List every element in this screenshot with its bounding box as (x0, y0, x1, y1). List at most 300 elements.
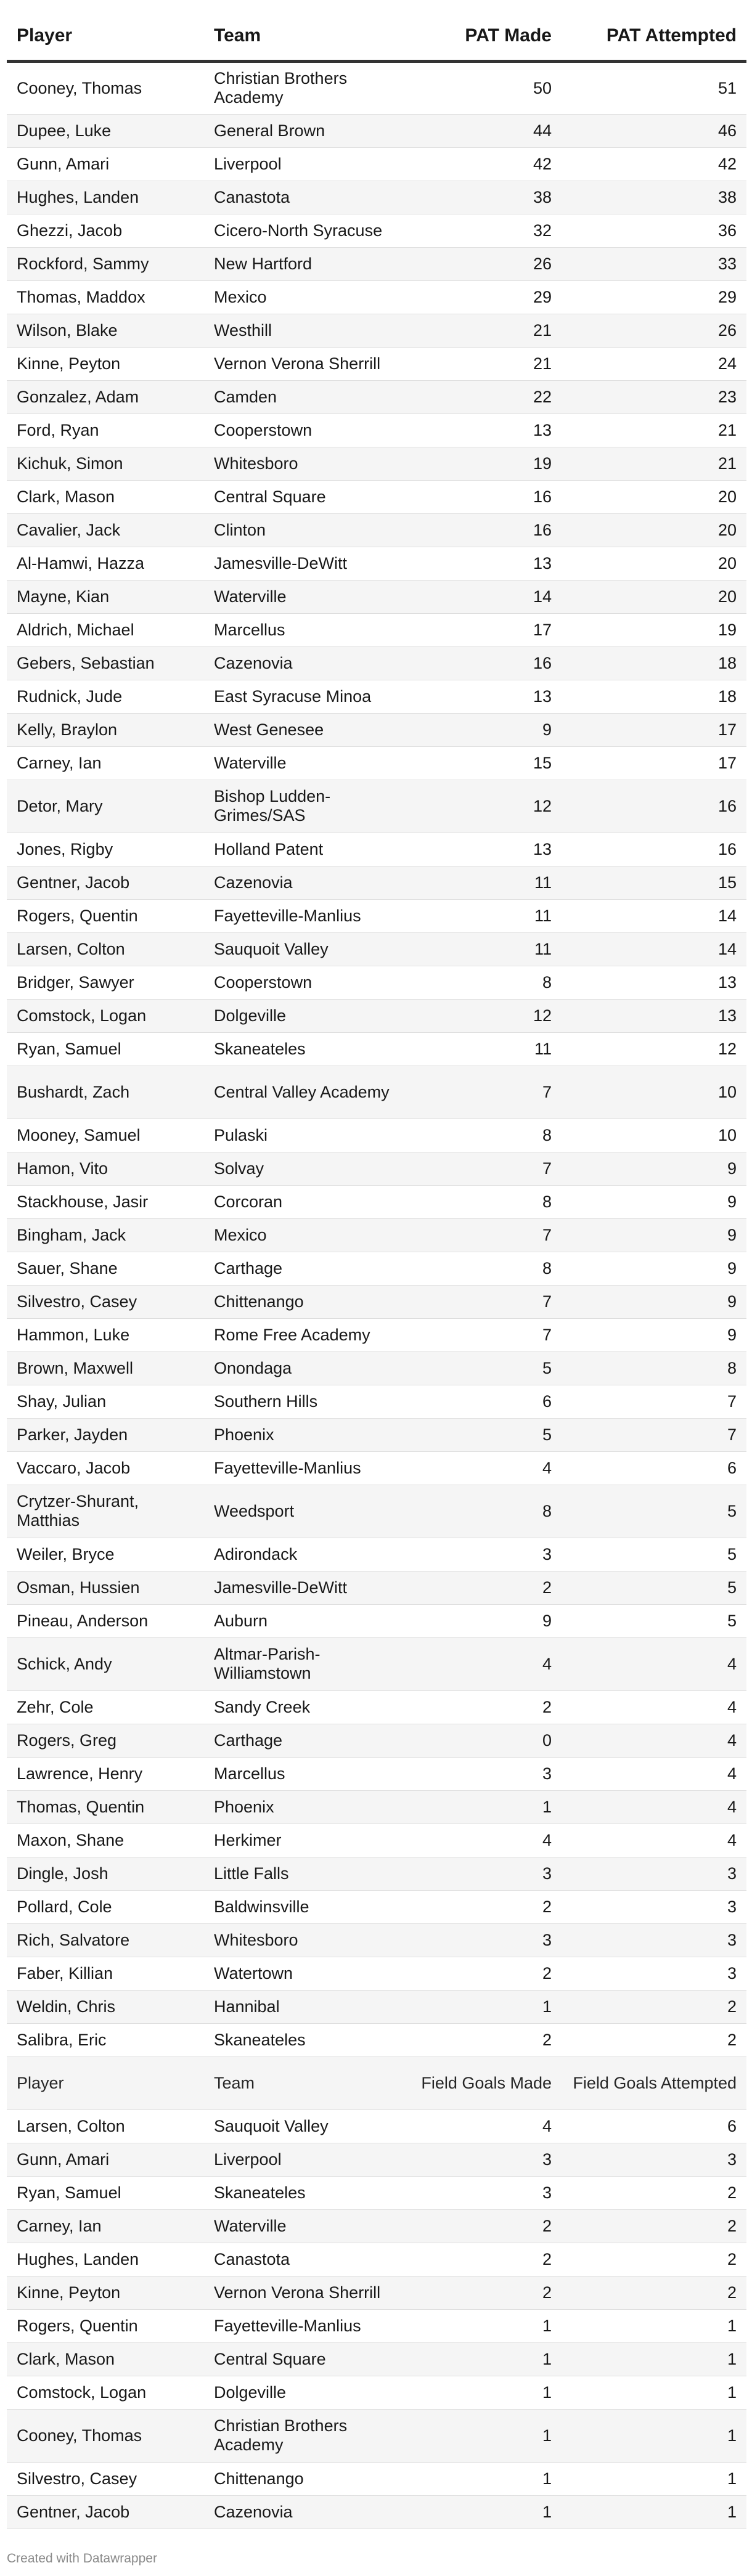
table-row (7, 1690, 746, 1724)
team-cell: Waterville (204, 2209, 407, 2243)
player-cell: Parker, Jayden (7, 1418, 204, 1451)
attempted-cell: 4 (562, 1637, 746, 1690)
table-row (7, 2143, 746, 2176)
player-cell: Clark, Mason (7, 480, 204, 513)
table-row (7, 780, 746, 833)
team-cell: Vernon Verona Sherrill (204, 347, 407, 380)
attempted-cell: 1 (562, 2309, 746, 2342)
table-row (7, 1252, 746, 1285)
made-cell: 3 (407, 1757, 562, 1790)
made-cell: 3 (407, 1923, 562, 1957)
table-row (7, 1824, 746, 1857)
team-cell: Cooperstown (204, 966, 407, 999)
table-row (7, 1385, 746, 1418)
team-cell: Cicero-North Syracuse (204, 214, 407, 247)
table-row (7, 181, 746, 214)
team-cell: Jamesville-DeWitt (204, 547, 407, 580)
player-cell: Dingle, Josh (7, 1857, 204, 1890)
column-header-pat-attempted[interactable]: PAT Attempted (562, 12, 746, 61)
table-row (7, 1890, 746, 1923)
team-cell: Corcoran (204, 1185, 407, 1218)
made-cell: 1 (407, 2309, 562, 2342)
team-cell: Sandy Creek (204, 1690, 407, 1724)
attempted-cell: 42 (562, 147, 746, 181)
player-cell: Maxon, Shane (7, 1824, 204, 1857)
made-cell: 12 (407, 780, 562, 833)
attempted-cell: 2 (562, 2243, 746, 2276)
table-row (7, 1990, 746, 2023)
made-cell: 32 (407, 214, 562, 247)
table-row (7, 1571, 746, 1604)
team-cell: Christian Brothers Academy (204, 2409, 407, 2462)
player-cell: Gebers, Sebastian (7, 646, 204, 680)
player-cell: Mayne, Kian (7, 580, 204, 613)
player-cell: Pollard, Cole (7, 1890, 204, 1923)
attempted-cell: 21 (562, 447, 746, 480)
table-row (7, 1119, 746, 1152)
team-cell: Skaneateles (204, 1032, 407, 1066)
player-cell: Weiler, Bryce (7, 1538, 204, 1571)
player-cell: Ryan, Samuel (7, 2176, 204, 2209)
table-row (7, 61, 746, 114)
attempted-cell: 3 (562, 1923, 746, 1957)
player-cell: Rogers, Quentin (7, 899, 204, 932)
made-cell: 3 (407, 1538, 562, 1571)
table-row (7, 966, 746, 999)
made-cell: 4 (407, 1637, 562, 1690)
made-cell: 13 (407, 414, 562, 447)
team-cell: Bishop Ludden-Grimes/SAS (204, 780, 407, 833)
attempted-cell: 18 (562, 680, 746, 713)
column-header-player[interactable]: Player (7, 12, 204, 61)
attempted-cell: 5 (562, 1485, 746, 1538)
made-cell: 2 (407, 2209, 562, 2243)
team-cell: Christian Brothers Academy (204, 61, 407, 114)
made-cell: 9 (407, 1604, 562, 1637)
attempted-cell: 1 (562, 2376, 746, 2409)
player-cell: Lawrence, Henry (7, 1757, 204, 1790)
team-cell: Dolgeville (204, 2376, 407, 2409)
team-cell: General Brown (204, 114, 407, 147)
player-cell: Clark, Mason (7, 2342, 204, 2376)
made-cell: 2 (407, 2023, 562, 2056)
team-cell: Rome Free Academy (204, 1318, 407, 1351)
attempted-cell: 51 (562, 61, 746, 114)
made-cell: 22 (407, 380, 562, 414)
made-cell: 16 (407, 480, 562, 513)
table-row (7, 380, 746, 414)
attempted-cell: 2 (562, 2209, 746, 2243)
player-cell: Gentner, Jacob (7, 866, 204, 899)
made-cell: 3 (407, 2176, 562, 2209)
team-cell: Skaneateles (204, 2023, 407, 2056)
attempted-cell: 21 (562, 414, 746, 447)
table-row (7, 1318, 746, 1351)
made-cell: 1 (407, 2376, 562, 2409)
made-cell: 7 (407, 1066, 562, 1119)
team-cell: Weedsport (204, 1485, 407, 1538)
made-cell: 13 (407, 547, 562, 580)
attempted-cell: 9 (562, 1318, 746, 1351)
attempted-cell: 9 (562, 1218, 746, 1252)
attempted-cell: 6 (562, 1451, 746, 1485)
attempted-cell: 3 (562, 1890, 746, 1923)
player-cell: Dupee, Luke (7, 114, 204, 147)
attempted-cell: 8 (562, 1351, 746, 1385)
made-cell: 2 (407, 2276, 562, 2309)
made-cell: 11 (407, 866, 562, 899)
made-cell: 7 (407, 1152, 562, 1185)
table-row (7, 280, 746, 314)
player-cell: Salibra, Eric (7, 2023, 204, 2056)
made-cell: 7 (407, 1218, 562, 1252)
made-cell: 17 (407, 613, 562, 646)
made-cell: 3 (407, 2143, 562, 2176)
made-cell: 29 (407, 280, 562, 314)
team-cell: Waterville (204, 580, 407, 613)
team-cell: Adirondack (204, 1538, 407, 1571)
table-row (7, 2109, 746, 2143)
player-cell: Cavalier, Jack (7, 513, 204, 547)
table-row (7, 1218, 746, 1252)
player-cell: Weldin, Chris (7, 1990, 204, 2023)
player-cell: Rockford, Sammy (7, 247, 204, 280)
team-cell: Sauquoit Valley (204, 2109, 407, 2143)
player-cell: Rudnick, Jude (7, 680, 204, 713)
attempted-cell: 9 (562, 1285, 746, 1318)
team-cell: Marcellus (204, 613, 407, 646)
made-cell: 4 (407, 2109, 562, 2143)
attempted-cell: 4 (562, 1724, 746, 1757)
table-row (7, 613, 746, 646)
player-cell: Silvestro, Casey (7, 1285, 204, 1318)
player-cell: Shay, Julian (7, 1385, 204, 1418)
made-cell: 8 (407, 1485, 562, 1538)
attempted-cell: 23 (562, 380, 746, 414)
table-row (7, 1604, 746, 1637)
attempted-cell: 20 (562, 513, 746, 547)
table-row (7, 2409, 746, 2462)
player-cell: Zehr, Cole (7, 1690, 204, 1724)
column-header-team[interactable]: Team (204, 12, 407, 61)
made-cell: 19 (407, 447, 562, 480)
attempted-cell: 20 (562, 547, 746, 580)
made-cell: 1 (407, 2495, 562, 2529)
attempted-cell: 20 (562, 580, 746, 613)
attempted-cell: 3 (562, 1857, 746, 1890)
table-row (7, 1032, 746, 1066)
player-cell: Carney, Ian (7, 2209, 204, 2243)
made-cell: 13 (407, 680, 562, 713)
team-cell: Mexico (204, 1218, 407, 1252)
attempted-cell: 13 (562, 999, 746, 1032)
made-cell: 5 (407, 1418, 562, 1451)
team-cell: Auburn (204, 1604, 407, 1637)
team-cell: Liverpool (204, 147, 407, 181)
field-goals-subheader-row (7, 2056, 746, 2109)
team-cell: Chittenango (204, 1285, 407, 1318)
table-row (7, 1285, 746, 1318)
team-cell: Fayetteville-Manlius (204, 1451, 407, 1485)
team-cell: Skaneateles (204, 2176, 407, 2209)
attempted-cell: 1 (562, 2409, 746, 2462)
player-cell: Rogers, Greg (7, 1724, 204, 1757)
made-cell: 11 (407, 1032, 562, 1066)
team-cell: Sauquoit Valley (204, 932, 407, 966)
player-cell: Ryan, Samuel (7, 1032, 204, 1066)
team-cell: Central Square (204, 480, 407, 513)
player-cell: Rogers, Quentin (7, 2309, 204, 2342)
attempted-cell: 17 (562, 713, 746, 746)
team-cell: Herkimer (204, 1824, 407, 1857)
player-cell: Gunn, Amari (7, 2143, 204, 2176)
team-cell: Vernon Verona Sherrill (204, 2276, 407, 2309)
made-cell: 4 (407, 1824, 562, 1857)
team-cell: Solvay (204, 1152, 407, 1185)
attempted-cell: 9 (562, 1185, 746, 1218)
player-cell: Hamon, Vito (7, 1152, 204, 1185)
made-cell: 1 (407, 2342, 562, 2376)
made-cell: Field Goals Made (407, 2056, 562, 2109)
made-cell: 7 (407, 1285, 562, 1318)
team-cell: Mexico (204, 280, 407, 314)
table-row (7, 1757, 746, 1790)
attempted-cell: 4 (562, 1690, 746, 1724)
attempted-cell: 4 (562, 1757, 746, 1790)
table-row (7, 513, 746, 547)
table-row (7, 713, 746, 746)
attempted-cell: 3 (562, 2143, 746, 2176)
player-cell: Thomas, Maddox (7, 280, 204, 314)
team-cell: Cazenovia (204, 866, 407, 899)
table-row (7, 932, 746, 966)
team-cell: Whitesboro (204, 1923, 407, 1957)
made-cell: 2 (407, 1690, 562, 1724)
made-cell: 1 (407, 2462, 562, 2495)
attempted-cell: 1 (562, 2462, 746, 2495)
attempted-cell: 9 (562, 1252, 746, 1285)
table-row (7, 1538, 746, 1571)
attempted-cell: 4 (562, 1824, 746, 1857)
made-cell: 2 (407, 1571, 562, 1604)
table-row (7, 1185, 746, 1218)
attempted-cell: 5 (562, 1604, 746, 1637)
table-row (7, 114, 746, 147)
table-row (7, 214, 746, 247)
team-cell: Liverpool (204, 2143, 407, 2176)
table-row (7, 2243, 746, 2276)
table-row (7, 314, 746, 347)
team-cell: Altmar-Parish-Williamstown (204, 1637, 407, 1690)
team-cell: Cazenovia (204, 646, 407, 680)
attempted-cell: 33 (562, 247, 746, 280)
made-cell: 2 (407, 2243, 562, 2276)
made-cell: 4 (407, 1451, 562, 1485)
attempted-cell: 1 (562, 2495, 746, 2529)
team-cell: Cazenovia (204, 2495, 407, 2529)
team-cell: Watertown (204, 1957, 407, 1990)
attempted-cell: 4 (562, 1790, 746, 1824)
made-cell: 12 (407, 999, 562, 1032)
made-cell: 3 (407, 1857, 562, 1890)
attempted-cell: 2 (562, 2023, 746, 2056)
attempted-cell: 26 (562, 314, 746, 347)
table-row (7, 746, 746, 780)
team-cell: Holland Patent (204, 833, 407, 866)
team-cell: Pulaski (204, 1119, 407, 1152)
table-row (7, 833, 746, 866)
table-row (7, 646, 746, 680)
player-cell: Cooney, Thomas (7, 2409, 204, 2462)
made-cell: 1 (407, 1990, 562, 2023)
team-cell: Whitesboro (204, 447, 407, 480)
team-cell: Team (204, 2056, 407, 2109)
attempted-cell: 2 (562, 1990, 746, 2023)
player-cell: Hughes, Landen (7, 2243, 204, 2276)
table-row (7, 1485, 746, 1538)
attempted-cell: 1 (562, 2342, 746, 2376)
made-cell: 8 (407, 966, 562, 999)
made-cell: 21 (407, 347, 562, 380)
attempted-cell: Field Goals Attempted (562, 2056, 746, 2109)
table-row (7, 2342, 746, 2376)
player-cell: Sauer, Shane (7, 1252, 204, 1285)
attempted-cell: 16 (562, 780, 746, 833)
made-cell: 42 (407, 147, 562, 181)
made-cell: 13 (407, 833, 562, 866)
player-cell: Mooney, Samuel (7, 1119, 204, 1152)
team-cell: Canastota (204, 181, 407, 214)
attempted-cell: 12 (562, 1032, 746, 1066)
made-cell: 14 (407, 580, 562, 613)
team-cell: Phoenix (204, 1418, 407, 1451)
player-cell: Gunn, Amari (7, 147, 204, 181)
player-cell: Aldrich, Michael (7, 613, 204, 646)
table-row (7, 899, 746, 932)
team-cell: Fayetteville-Manlius (204, 899, 407, 932)
player-cell: Faber, Killian (7, 1957, 204, 1990)
attempted-cell: 14 (562, 899, 746, 932)
team-cell: New Hartford (204, 247, 407, 280)
team-cell: Southern Hills (204, 1385, 407, 1418)
made-cell: 16 (407, 513, 562, 547)
table-row (7, 347, 746, 380)
stats-table (7, 12, 746, 2529)
made-cell: 1 (407, 1790, 562, 1824)
player-cell: Kelly, Braylon (7, 713, 204, 746)
attempted-cell: 46 (562, 114, 746, 147)
attempted-cell: 10 (562, 1066, 746, 1119)
player-cell: Larsen, Colton (7, 2109, 204, 2143)
attempted-cell: 20 (562, 480, 746, 513)
attempted-cell: 14 (562, 932, 746, 966)
team-cell: Westhill (204, 314, 407, 347)
player-cell: Hughes, Landen (7, 181, 204, 214)
player-cell: Comstock, Logan (7, 999, 204, 1032)
table-row (7, 247, 746, 280)
table-body (7, 61, 746, 2529)
attempted-cell: 10 (562, 1119, 746, 1152)
attempted-cell: 17 (562, 746, 746, 780)
made-cell: 26 (407, 247, 562, 280)
team-cell: Clinton (204, 513, 407, 547)
player-cell: Rich, Salvatore (7, 1923, 204, 1957)
made-cell: 5 (407, 1351, 562, 1385)
table-row (7, 547, 746, 580)
team-cell: West Genesee (204, 713, 407, 746)
team-cell: Little Falls (204, 1857, 407, 1890)
attempted-cell: 18 (562, 646, 746, 680)
player-cell: Detor, Mary (7, 780, 204, 833)
team-cell: Waterville (204, 746, 407, 780)
player-cell: Bingham, Jack (7, 1218, 204, 1252)
team-cell: Marcellus (204, 1757, 407, 1790)
team-cell: Dolgeville (204, 999, 407, 1032)
player-cell: Pineau, Anderson (7, 1604, 204, 1637)
made-cell: 1 (407, 2409, 562, 2462)
team-cell: Jamesville-DeWitt (204, 1571, 407, 1604)
table-row (7, 147, 746, 181)
attempted-cell: 16 (562, 833, 746, 866)
player-cell: Kinne, Peyton (7, 347, 204, 380)
table-row (7, 2023, 746, 2056)
attempted-cell: 5 (562, 1571, 746, 1604)
player-cell: Al-Hamwi, Hazza (7, 547, 204, 580)
made-cell: 38 (407, 181, 562, 214)
attempted-cell: 2 (562, 2276, 746, 2309)
player-cell: Carney, Ian (7, 746, 204, 780)
made-cell: 15 (407, 746, 562, 780)
attempted-cell: 7 (562, 1385, 746, 1418)
made-cell: 44 (407, 114, 562, 147)
player-cell: Gonzalez, Adam (7, 380, 204, 414)
player-cell: Schick, Andy (7, 1637, 204, 1690)
attempted-cell: 36 (562, 214, 746, 247)
column-header-pat-made[interactable]: PAT Made (407, 12, 562, 61)
made-cell: 50 (407, 61, 562, 114)
made-cell: 2 (407, 1957, 562, 1990)
made-cell: 0 (407, 1724, 562, 1757)
team-cell: Carthage (204, 1252, 407, 1285)
team-cell: East Syracuse Minoa (204, 680, 407, 713)
made-cell: 8 (407, 1252, 562, 1285)
datawrapper-credit: Created with Datawrapper (7, 2551, 157, 2566)
table-row (7, 414, 746, 447)
team-cell: Fayetteville-Manlius (204, 2309, 407, 2342)
player-cell: Ford, Ryan (7, 414, 204, 447)
table-row (7, 999, 746, 1032)
table-row (7, 1857, 746, 1890)
player-cell: Thomas, Quentin (7, 1790, 204, 1824)
table-row (7, 447, 746, 480)
player-cell: Wilson, Blake (7, 314, 204, 347)
table-header-row (7, 12, 746, 61)
attempted-cell: 2 (562, 2176, 746, 2209)
table-row (7, 866, 746, 899)
attempted-cell: 6 (562, 2109, 746, 2143)
player-cell: Vaccaro, Jacob (7, 1451, 204, 1485)
made-cell: 8 (407, 1119, 562, 1152)
table-row (7, 1923, 746, 1957)
team-cell: Onondaga (204, 1351, 407, 1385)
table-row (7, 2462, 746, 2495)
table-row (7, 2209, 746, 2243)
attempted-cell: 9 (562, 1152, 746, 1185)
attempted-cell: 3 (562, 1957, 746, 1990)
player-cell: Osman, Hussien (7, 1571, 204, 1604)
table-row (7, 2309, 746, 2342)
player-cell: Gentner, Jacob (7, 2495, 204, 2529)
